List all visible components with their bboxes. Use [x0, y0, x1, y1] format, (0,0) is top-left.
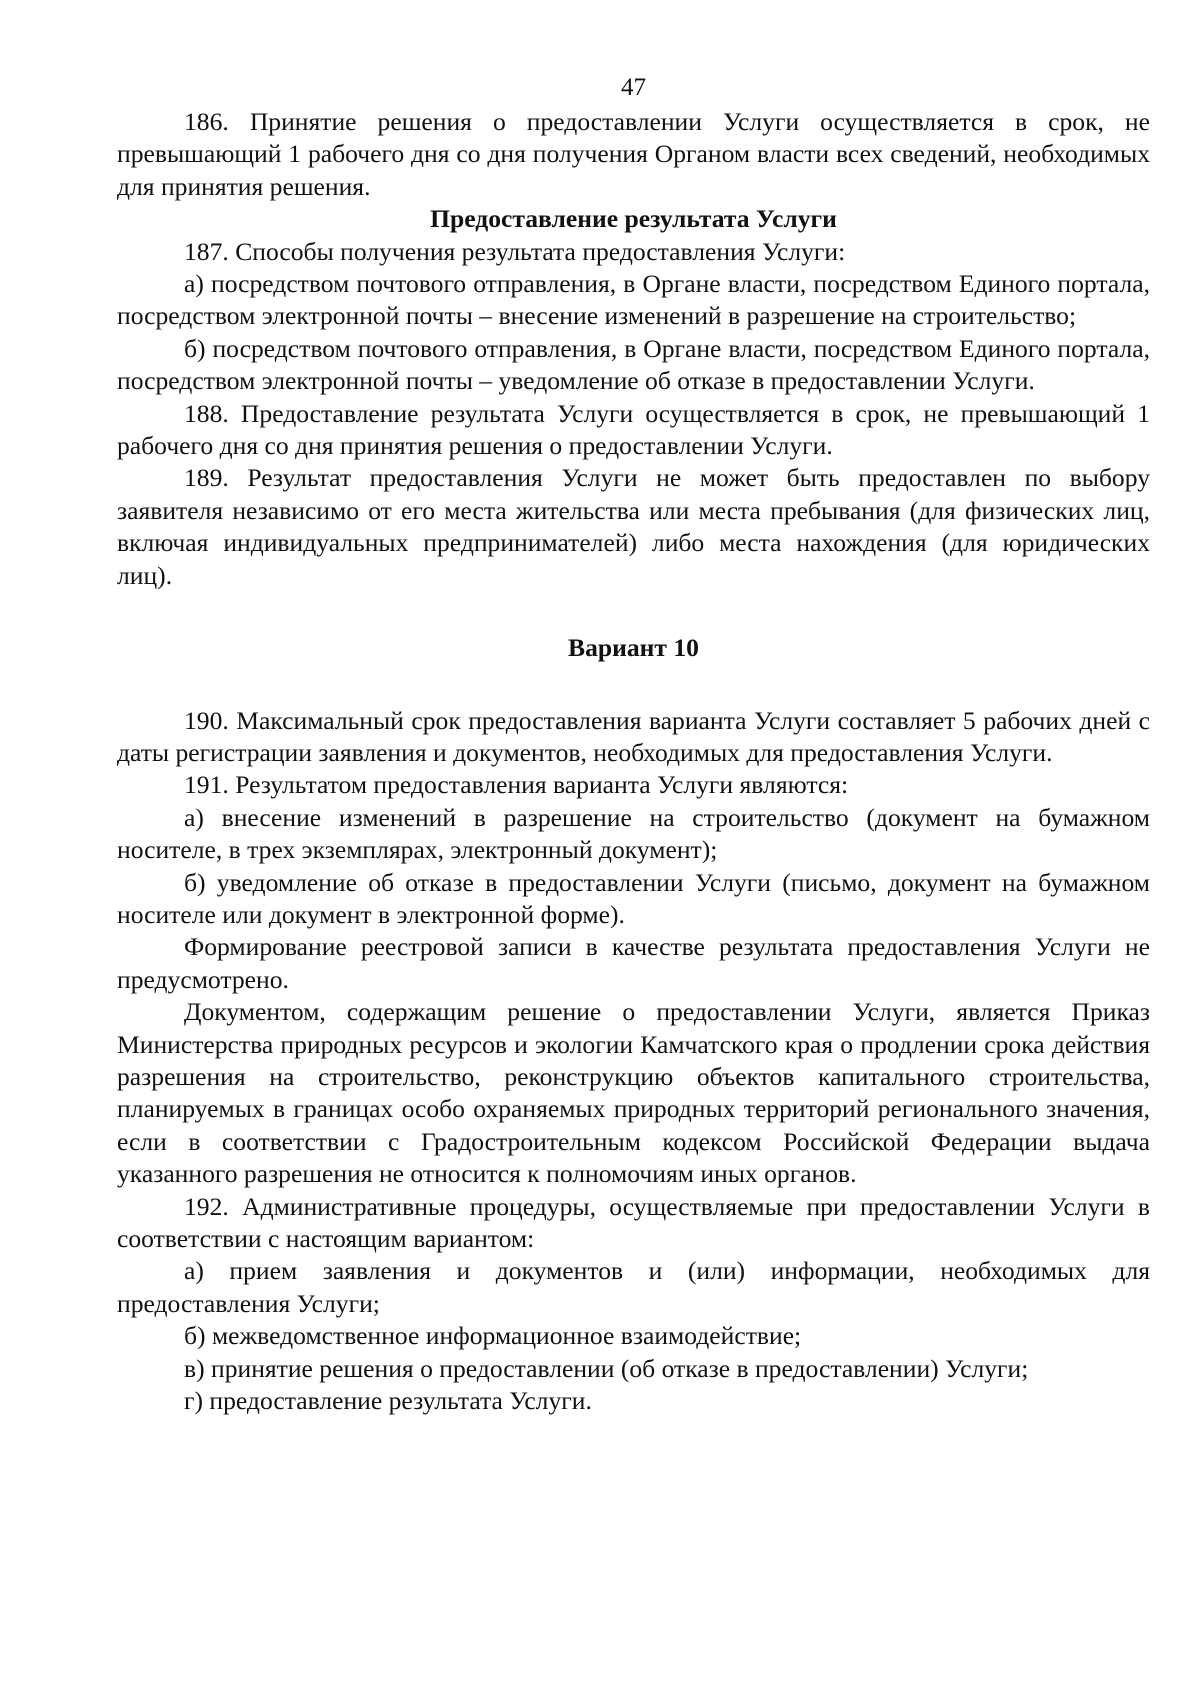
paragraph-191-b: б) уведомление об отказе в предоставлении Услуги (письмо, документ на бумажном носителе или документ в электронной форме). [117, 867, 1150, 929]
paragraph-188: 188. Предоставление результата Услуги осуществляется в срок, не превышающий 1 рабочего дня со дня принятия решения о предоставлении Услуги. [117, 398, 1150, 461]
paragraph-registry-record: Формирование реестровой записи в качестве результата предоставления Услуги не предусмотрено. [117, 932, 1150, 994]
paragraph-187: 187. Способы получения результата предоставления Услуги: [184, 236, 846, 266]
paragraph-186: 186. Принятие решения о предоставлении Услуги осуществляется в срок, не превышающий 1 рабочего дня со дня получения Органом власти всех сведений, необходимых для принятия решения. [117, 107, 1150, 201]
paragraph-192-g: г) предоставление результата Услуги. [184, 1386, 592, 1416]
section-decision [117, 106, 1150, 203]
paragraph-191: 191. Результатом предоставления варианта Услуги являются: [184, 770, 849, 800]
paragraph-191-a: а) внесение изменений в разрешение на строительство (документ на бумажном носителе, в трех экземплярах, электронный документ); [117, 802, 1150, 865]
paragraph-192-b: б) межведомственное информационное взаимодействие; [184, 1321, 802, 1351]
paragraph-187-a: а) посредством почтового отправления, в Органе власти, посредством Единого портала, посредством электронной почты – внесение изменений в разрешение на строительство; [117, 269, 1150, 331]
section-variant-10 [117, 705, 1150, 1418]
paragraph-187-b: б) посредством почтового отправления, в Органе власти, посредством Единого портала, посредством электронной почты – уведомление об отказе в предоставлении Услуги. [117, 333, 1150, 396]
heading-variant-10: Вариант 10 [568, 633, 699, 663]
paragraph-192-v: в) принятие решения о предоставлении (об отказе в предоставлении) Услуги; [184, 1353, 1029, 1383]
heading-result-provision: Предоставление результата Услуги [430, 204, 837, 234]
paragraph-decision-document: Документом, содержащим решение о предоставлении Услуги, является Приказ Министерства природных ресурсов и экологии Камчатского края о продлении срока действия разрешения на строительство, реконструкцию объектов капитального строительства, планируемых в границах особо охраняемых природных территорий регионального значения, если в соответствии с Градостроительным кодексом Российской Федерации выдача указанного разрешения не относится к полномочиям иных органов. [117, 997, 1150, 1189]
paragraph-192-a: а) прием заявления и документов и (или) информации, необходимых для предоставления Услуги; [117, 1256, 1150, 1318]
page-number: 47 [621, 74, 646, 101]
section-result-provision [117, 236, 1150, 592]
paragraph-192: 192. Административные процедуры, осуществляемые при предоставлении Услуги в соответствии с настоящим вариантом: [117, 1191, 1150, 1253]
paragraph-190: 190. Максимальный срок предоставления варианта Услуги составляет 5 рабочих дней с даты регистрации заявления и документов, необходимых для предоставления Услуги. [117, 705, 1150, 767]
paragraph-189: 189. Результат предоставления Услуги не может быть предоставлен по выбору заявителя независимо от его места жительства или места пребывания (для физических лиц, включая индивидуальных предпринимателей) либо места нахождения (для юридических лиц). [117, 463, 1150, 590]
